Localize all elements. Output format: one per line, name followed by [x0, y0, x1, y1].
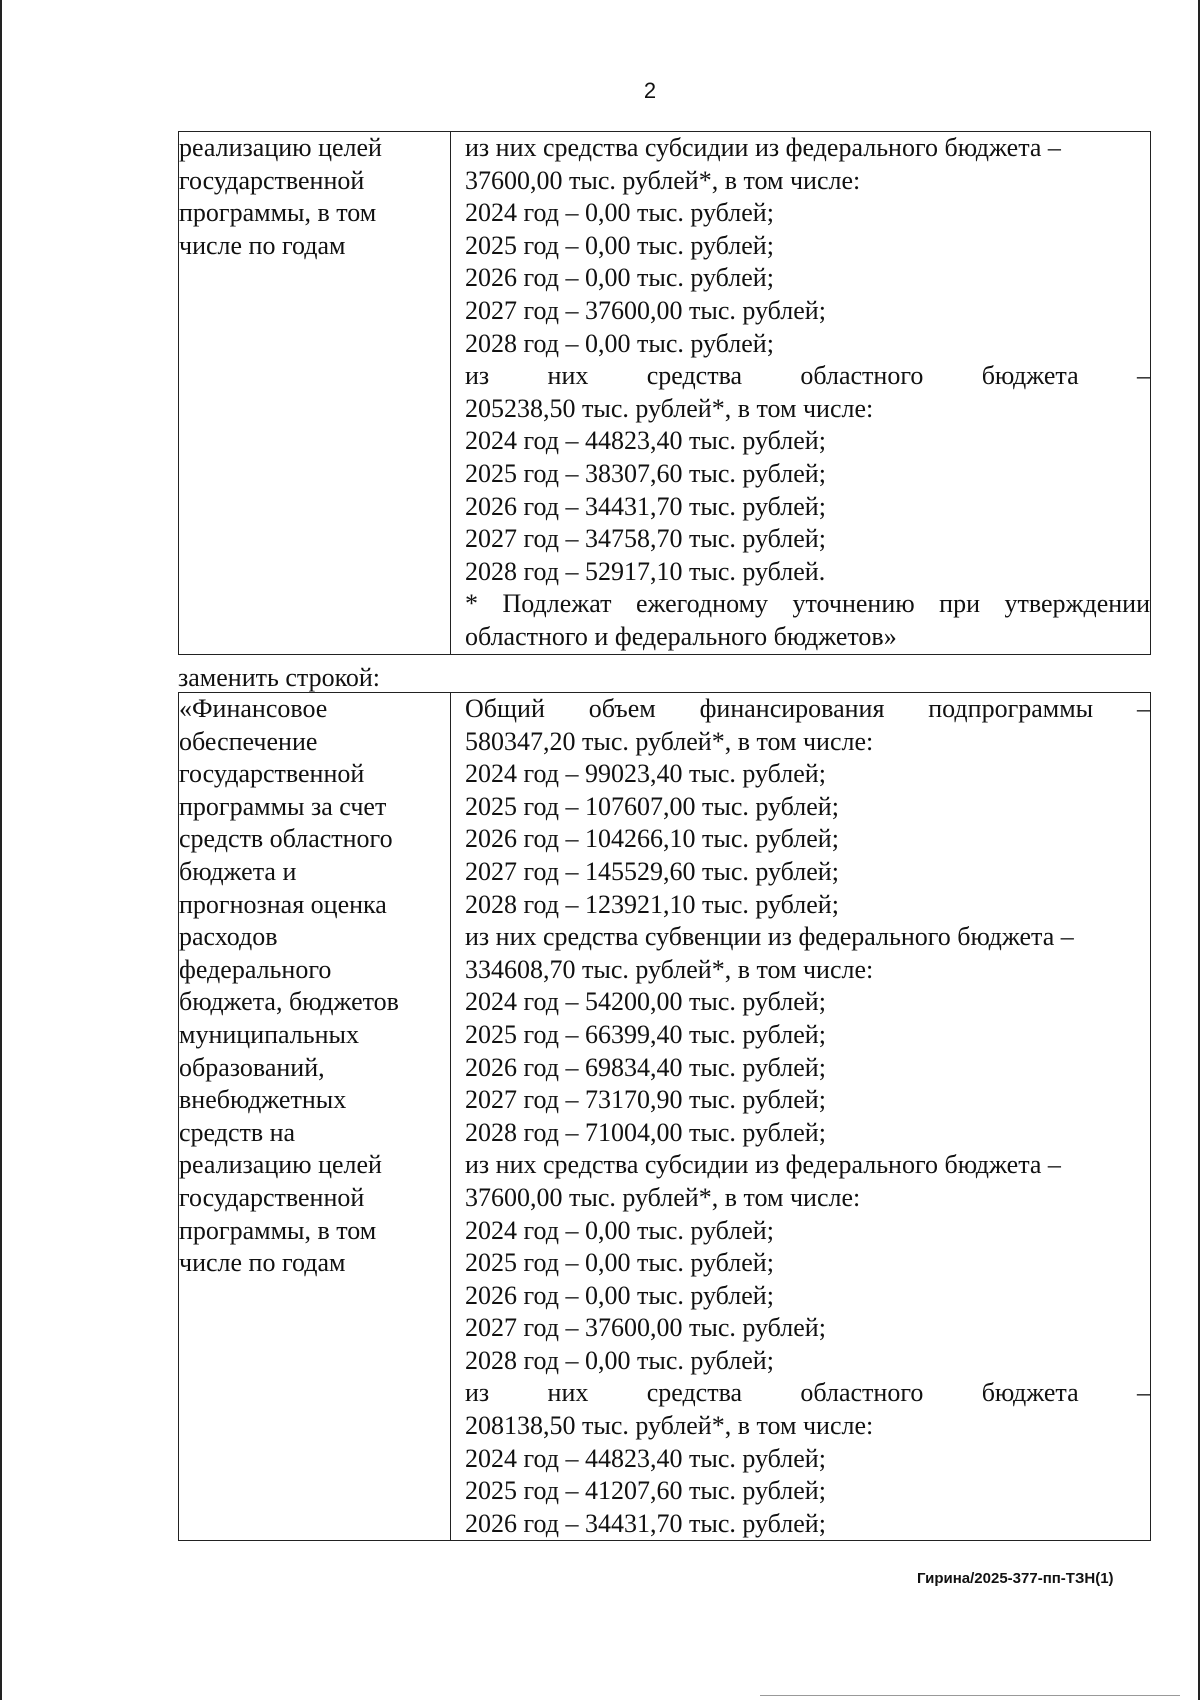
table2-right-line: 2025 год – 107607,00 тыс. рублей; [465, 791, 839, 821]
table2-right-line: 2025 год – 66399,40 тыс. рублей; [465, 1019, 826, 1049]
table2-right-line: 2026 год – 0,00 тыс. рублей; [465, 1280, 774, 1310]
table1-left-line: государственной [179, 165, 365, 195]
table2-left-line: числе по годам [179, 1248, 346, 1278]
table1-right-line: из них средства субсидии из федерального бюджета – [465, 133, 1061, 162]
table2-right-line: 2026 год – 104266,10 тыс. рублей; [465, 824, 839, 854]
table2-left-line: средств областного [179, 824, 393, 854]
table1-left-cell [179, 132, 451, 654]
table2-right-line: 208138,50 тыс. рублей*, в том числе: [465, 1411, 874, 1441]
table2-right-line: 37600,00 тыс. рублей*, в том числе: [465, 1182, 861, 1212]
table2-right-line: 2026 год – 69834,40 тыс. рублей; [465, 1052, 826, 1082]
financing-table-new [178, 692, 1151, 1541]
table2-left-line: бюджета и [179, 856, 297, 886]
table2-right-line: 2024 год – 54200,00 тыс. рублей; [465, 987, 826, 1017]
table1-right-line: 2026 год – 34431,70 тыс. рублей; [465, 491, 826, 521]
table2-right-line: из них средства областного бюджета – [465, 1378, 1150, 1408]
table2-right-line: 2027 год – 73170,90 тыс. рублей; [465, 1085, 826, 1115]
table2-right-line: Общий объем финансирования подпрограммы – [465, 694, 1150, 723]
table1-right-line: 2025 год – 0,00 тыс. рублей; [465, 230, 774, 260]
table2-right-line: 334608,70 тыс. рублей*, в том числе: [465, 954, 874, 984]
table2-left-line: «Финансовое [179, 694, 328, 723]
table2-right-line: 2027 год – 145529,60 тыс. рублей; [465, 856, 839, 886]
table2-left-line: федерального [179, 954, 332, 984]
table1-right-cell [451, 132, 1150, 654]
table2-right-line: из них средства субсидии из федерального бюджета – [465, 1150, 1061, 1180]
table2-left-line: бюджета, бюджетов [179, 987, 399, 1017]
table1-right-line: 2026 год – 0,00 тыс. рублей; [465, 263, 774, 293]
financing-table-old [178, 131, 1151, 655]
table2-right-line: 2028 год – 0,00 тыс. рублей; [465, 1345, 774, 1375]
table1-right-line: 205238,50 тыс. рублей*, в том числе: [465, 393, 874, 423]
table2-left-line: прогнозная оценка [179, 889, 387, 919]
table1-left-line: реализацию целей [179, 133, 382, 162]
page-number: 2 [643, 78, 657, 103]
table1-right-line: 37600,00 тыс. рублей*, в том числе: [465, 165, 861, 195]
table1-right-line: 2027 год – 34758,70 тыс. рублей; [465, 524, 826, 554]
table2-left-line: государственной [179, 1182, 365, 1212]
table1-right-line: 2024 год – 44823,40 тыс. рублей; [465, 426, 826, 456]
table2-right-line: 2028 год – 123921,10 тыс. рублей; [465, 889, 839, 919]
table2-left-line: расходов [179, 922, 278, 952]
table1-right-line: областного и федерального бюджетов» [465, 621, 897, 651]
table1-left-line: числе по годам [179, 230, 346, 260]
document-footer-code: Гирина/2025-377-пп-ТЗН(1) [917, 1570, 1114, 1587]
table2-left-line: внебюджетных [179, 1085, 347, 1115]
page-bottom-line [760, 1695, 1180, 1696]
table2-right-line: 2024 год – 0,00 тыс. рублей; [465, 1215, 774, 1245]
table2-right-line: 2026 год – 34431,70 тыс. рублей; [465, 1508, 826, 1538]
table1-right-line: 2027 год – 37600,00 тыс. рублей; [465, 295, 826, 325]
table2-right-line: 2024 год – 44823,40 тыс. рублей; [465, 1443, 826, 1473]
table2-left-line: обеспечение [179, 726, 318, 756]
table1-right-line: из них средства областного бюджета – [465, 361, 1150, 391]
table2-right-cell [451, 693, 1150, 1540]
table2-right-line: из них средства субвенции из федерального бюджета – [465, 922, 1074, 952]
table2-right-line: 2025 год – 0,00 тыс. рублей; [465, 1248, 774, 1278]
table2-right-line: 580347,20 тыс. рублей*, в том числе: [465, 726, 874, 756]
table1-right-line: 2028 год – 0,00 тыс. рублей; [465, 328, 774, 358]
table2-left-cell [179, 693, 451, 1540]
table2-left-line: реализацию целей [179, 1150, 382, 1180]
table2-right-line: 2028 год – 71004,00 тыс. рублей; [465, 1117, 826, 1147]
replace-label: заменить строкой: [178, 663, 381, 692]
table2-left-line: средств на [179, 1117, 296, 1147]
table1-right-line: 2024 год – 0,00 тыс. рублей; [465, 198, 774, 228]
table2-right-line: 2024 год – 99023,40 тыс. рублей; [465, 759, 826, 789]
table1-right-line: 2025 год – 38307,60 тыс. рублей; [465, 458, 826, 488]
page-edge-left [0, 0, 2, 1700]
table2-left-line: программы, в том [179, 1215, 377, 1245]
table2-left-line: государственной [179, 759, 365, 789]
table1-left-line: программы, в том [179, 198, 377, 228]
table2-left-line: муниципальных [179, 1019, 360, 1049]
table2-left-line: программы за счет [179, 791, 387, 821]
table1-right-line: * Подлежат ежегодному уточнению при утверждении [465, 589, 1150, 619]
table2-left-line: образований, [179, 1052, 325, 1082]
table2-right-line: 2025 год – 41207,60 тыс. рублей; [465, 1476, 826, 1506]
table1-right-line: 2028 год – 52917,10 тыс. рублей. [465, 556, 826, 586]
table2-right-line: 2027 год – 37600,00 тыс. рублей; [465, 1313, 826, 1343]
